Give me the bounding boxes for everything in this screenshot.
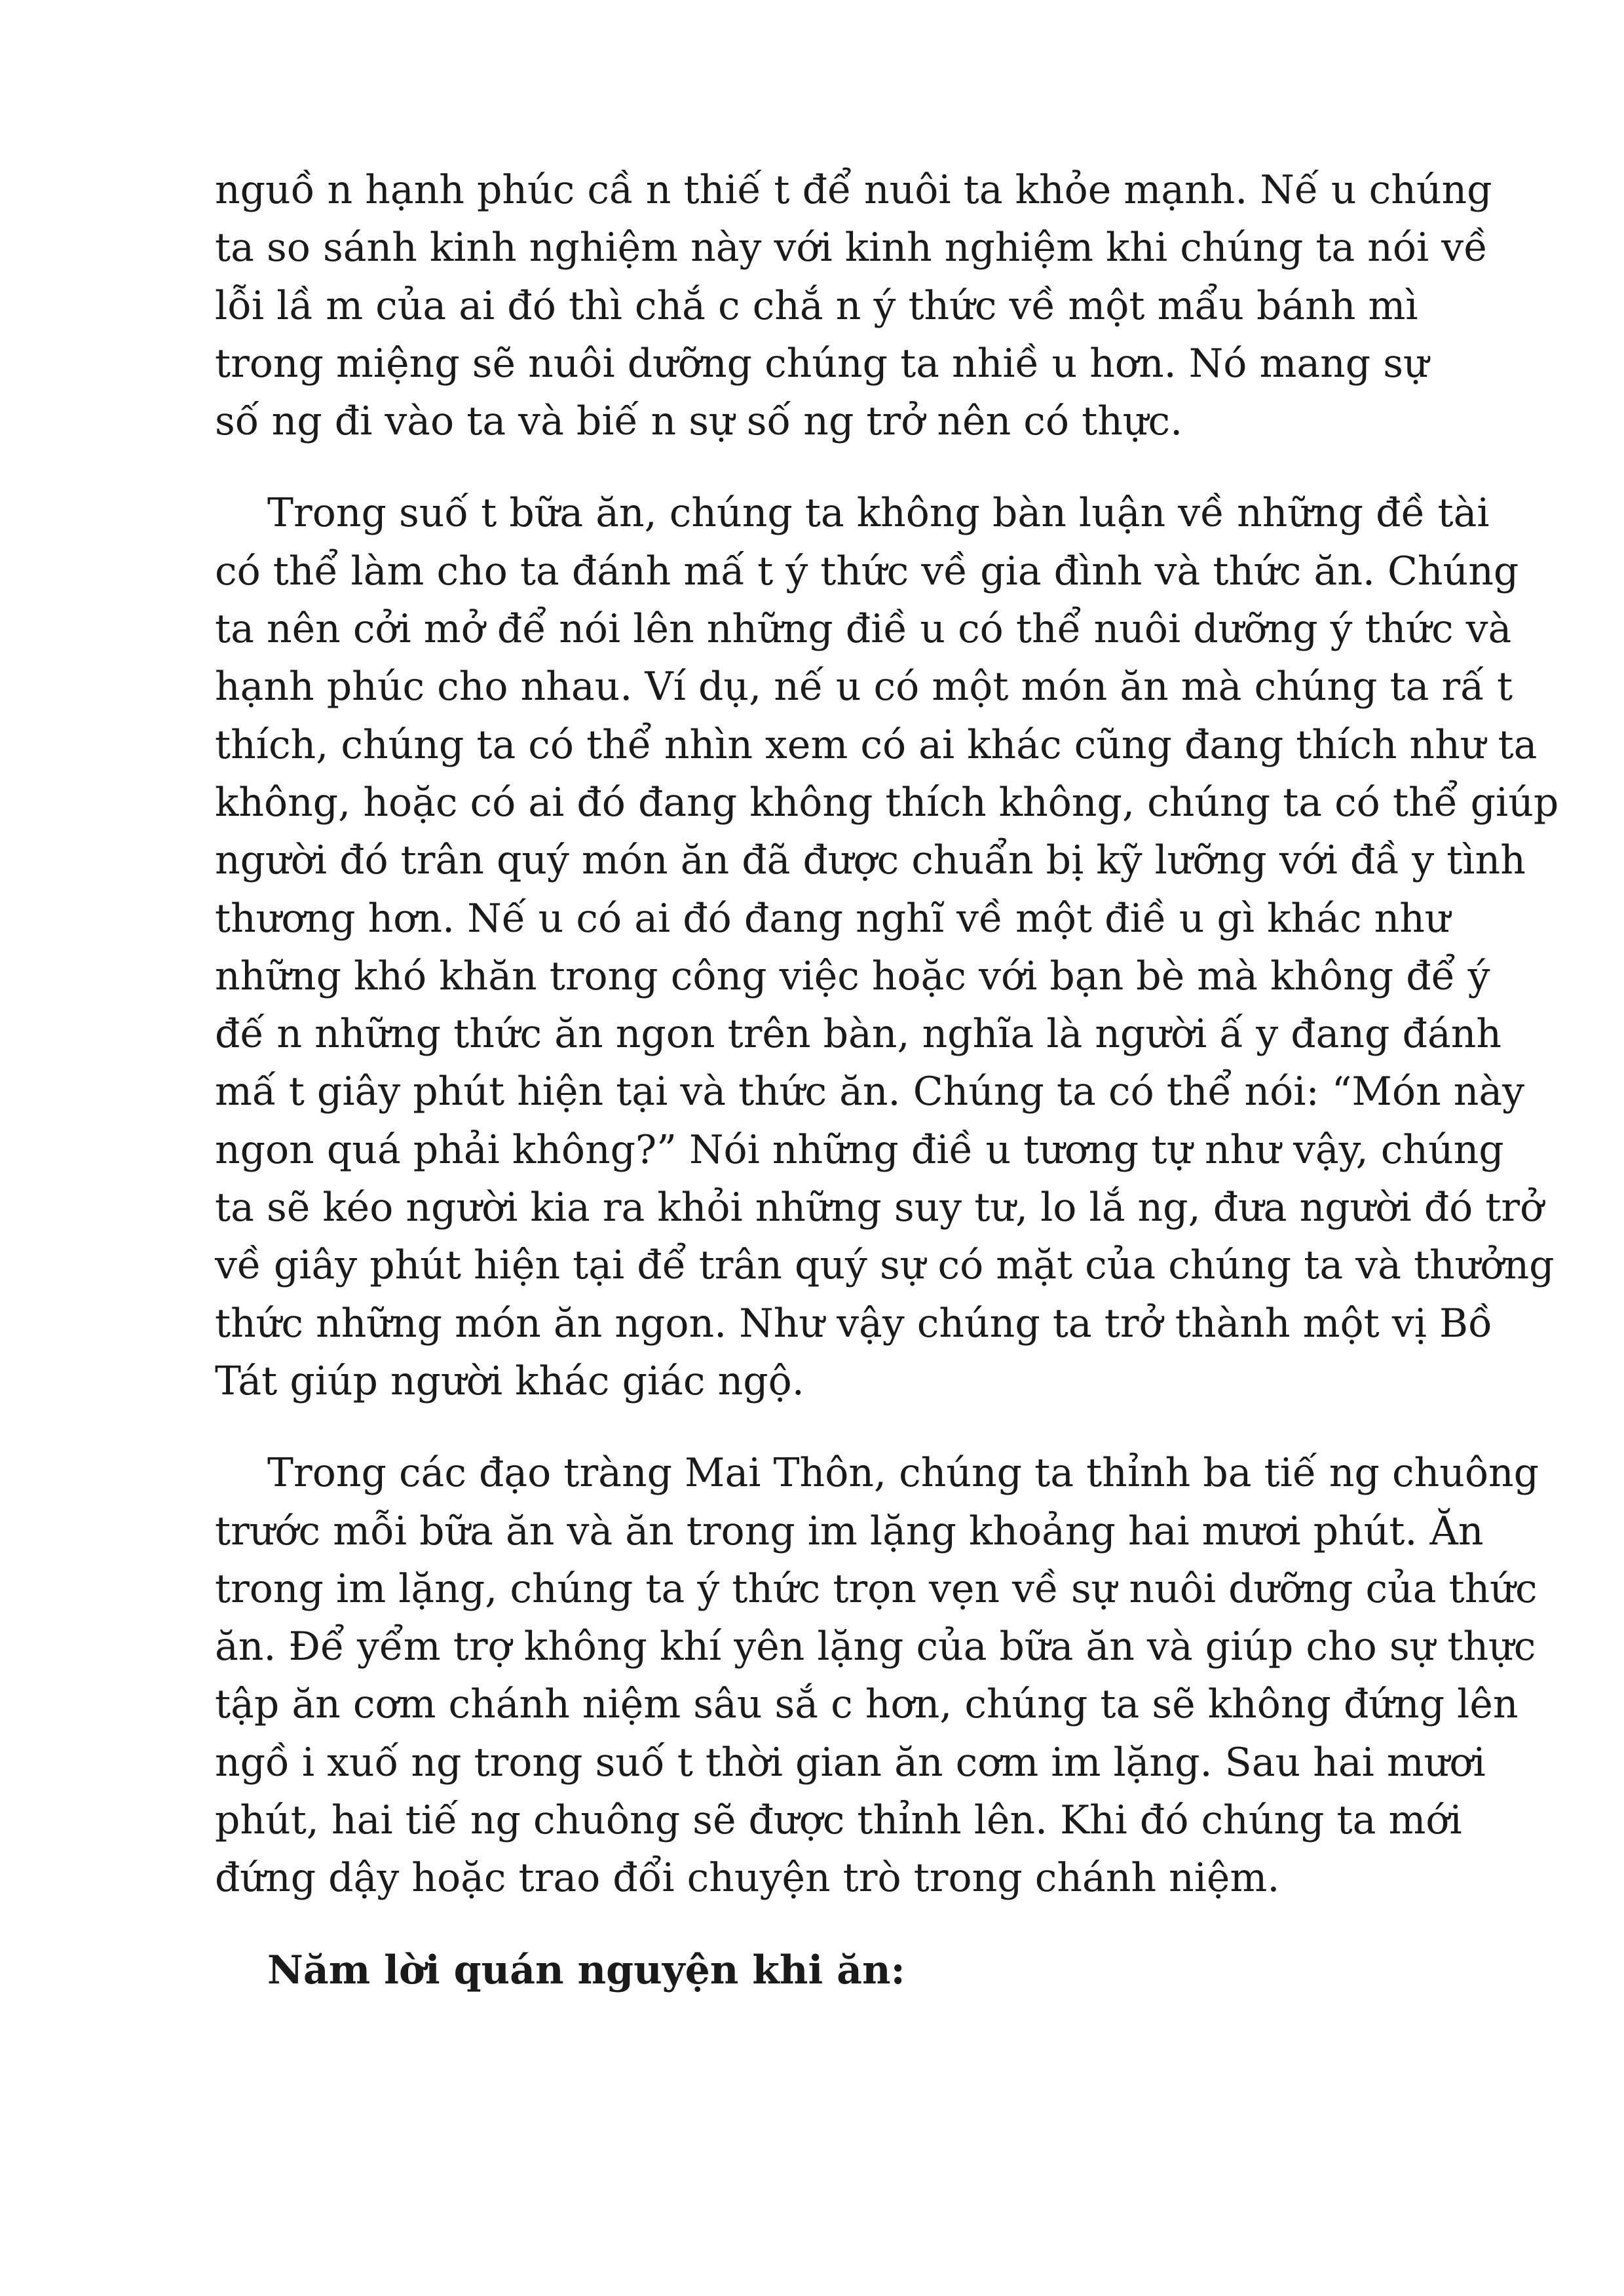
text-line: đế n những thức ăn ngon trên bàn, nghĩa là người ấ y đang đánh: [215, 1011, 1502, 1058]
text-line: thương hơn. Nế u có ai đó đang nghĩ về một điề u gì khác như: [215, 895, 1450, 942]
text-line: ta nên cởi mở để nói lên những điề u có thể nuôi dưỡng ý thức và: [215, 606, 1512, 653]
text-line: nguồ n hạnh phúc cầ n thiế t để nuôi ta khỏe mạnh. Nế u chúng: [215, 167, 1492, 213]
paragraph-1: [215, 161, 1492, 450]
text-line: phút, hai tiế ng chuông sẽ được thỉnh lên. Khi đó chúng ta mới: [215, 1797, 1462, 1844]
text-line: về giây phút hiện tại để trân quý sự có mặt của chúng ta và thưởng: [215, 1242, 1555, 1289]
text-line: mấ t giây phút hiện tại và thức ăn. Chúng ta có thể nói: “Món này: [215, 1069, 1525, 1115]
text-line: thích, chúng ta có thể nhìn xem có ai khác cũng đang thích như ta: [215, 721, 1538, 768]
text-line: trước mỗi bữa ăn và ăn trong im lặng khoảng hai mươi phút. Ăn: [215, 1508, 1484, 1554]
text-line: ta sẽ kéo người kia ra khỏi những suy tư, lo lắ ng, đưa người đó trở: [215, 1185, 1544, 1231]
section-heading: Năm lời quán nguyện khi ăn:: [267, 1947, 905, 1993]
text-line: ngon quá phải không?” Nói những điề u tương tự như vậy, chúng: [215, 1126, 1504, 1173]
text-line: trong im lặng, chúng ta ý thức trọn vẹn về sự nuôi dưỡng của thức: [215, 1565, 1538, 1612]
text-line: những khó khăn trong công việc hoặc với bạn bè mà không để ý: [215, 953, 1490, 999]
text-line: Tát giúp người khác giác ngộ.: [215, 1358, 804, 1404]
text-line: hạnh phúc cho nhau. Ví dụ, nế u có một món ăn mà chúng ta rấ t: [215, 664, 1513, 710]
text-line: Trong suố t bữa ăn, chúng ta không bàn luận về những đề tài: [267, 490, 1490, 537]
text-line: người đó trân quý món ăn đã được chuẩn bị kỹ lưỡng với đầ y tình: [215, 837, 1526, 884]
paragraph-3: [215, 1444, 1539, 1907]
text-line: có thể làm cho ta đánh mấ t ý thức về gia đình và thức ăn. Chúng: [215, 548, 1519, 594]
text-line: số ng đi vào ta và biế n sự số ng trở nên có thực.: [215, 398, 1183, 445]
text-line: ăn. Để yểm trợ không khí yên lặng của bữa ăn và giúp cho sự thực: [215, 1624, 1536, 1670]
text-line: Trong các đạo tràng Mai Thôn, chúng ta thỉnh ba tiế ng chuông: [267, 1450, 1539, 1497]
document-body: [215, 161, 1559, 1999]
text-line: lỗi lầ m của ai đó thì chắ c chắ n ý thức về một mẩu bánh mì: [215, 282, 1418, 329]
text-line: tập ăn cơm chánh niệm sâu sắ c hơn, chúng ta sẽ không đứng lên: [215, 1681, 1519, 1728]
text-line: không, hoặc có ai đó đang không thích không, chúng ta có thể giúp: [215, 779, 1559, 826]
paragraph-2: [215, 484, 1559, 1410]
text-line: ngồ i xuố ng trong suố t thời gian ăn cơm im lặng. Sau hai mươi: [215, 1739, 1486, 1786]
text-line: thức những món ăn ngon. Như vậy chúng ta trở thành một vị Bồ: [215, 1300, 1492, 1347]
text-line: trong miệng sẽ nuôi dưỡng chúng ta nhiề u hơn. Nó mang sự: [215, 340, 1429, 387]
text-line: đứng dậy hoặc trao đổi chuyện trò trong chánh niệm.: [215, 1855, 1280, 1902]
text-line: ta so sánh kinh nghiệm này với kinh nghiệm khi chúng ta nói về: [215, 225, 1488, 271]
